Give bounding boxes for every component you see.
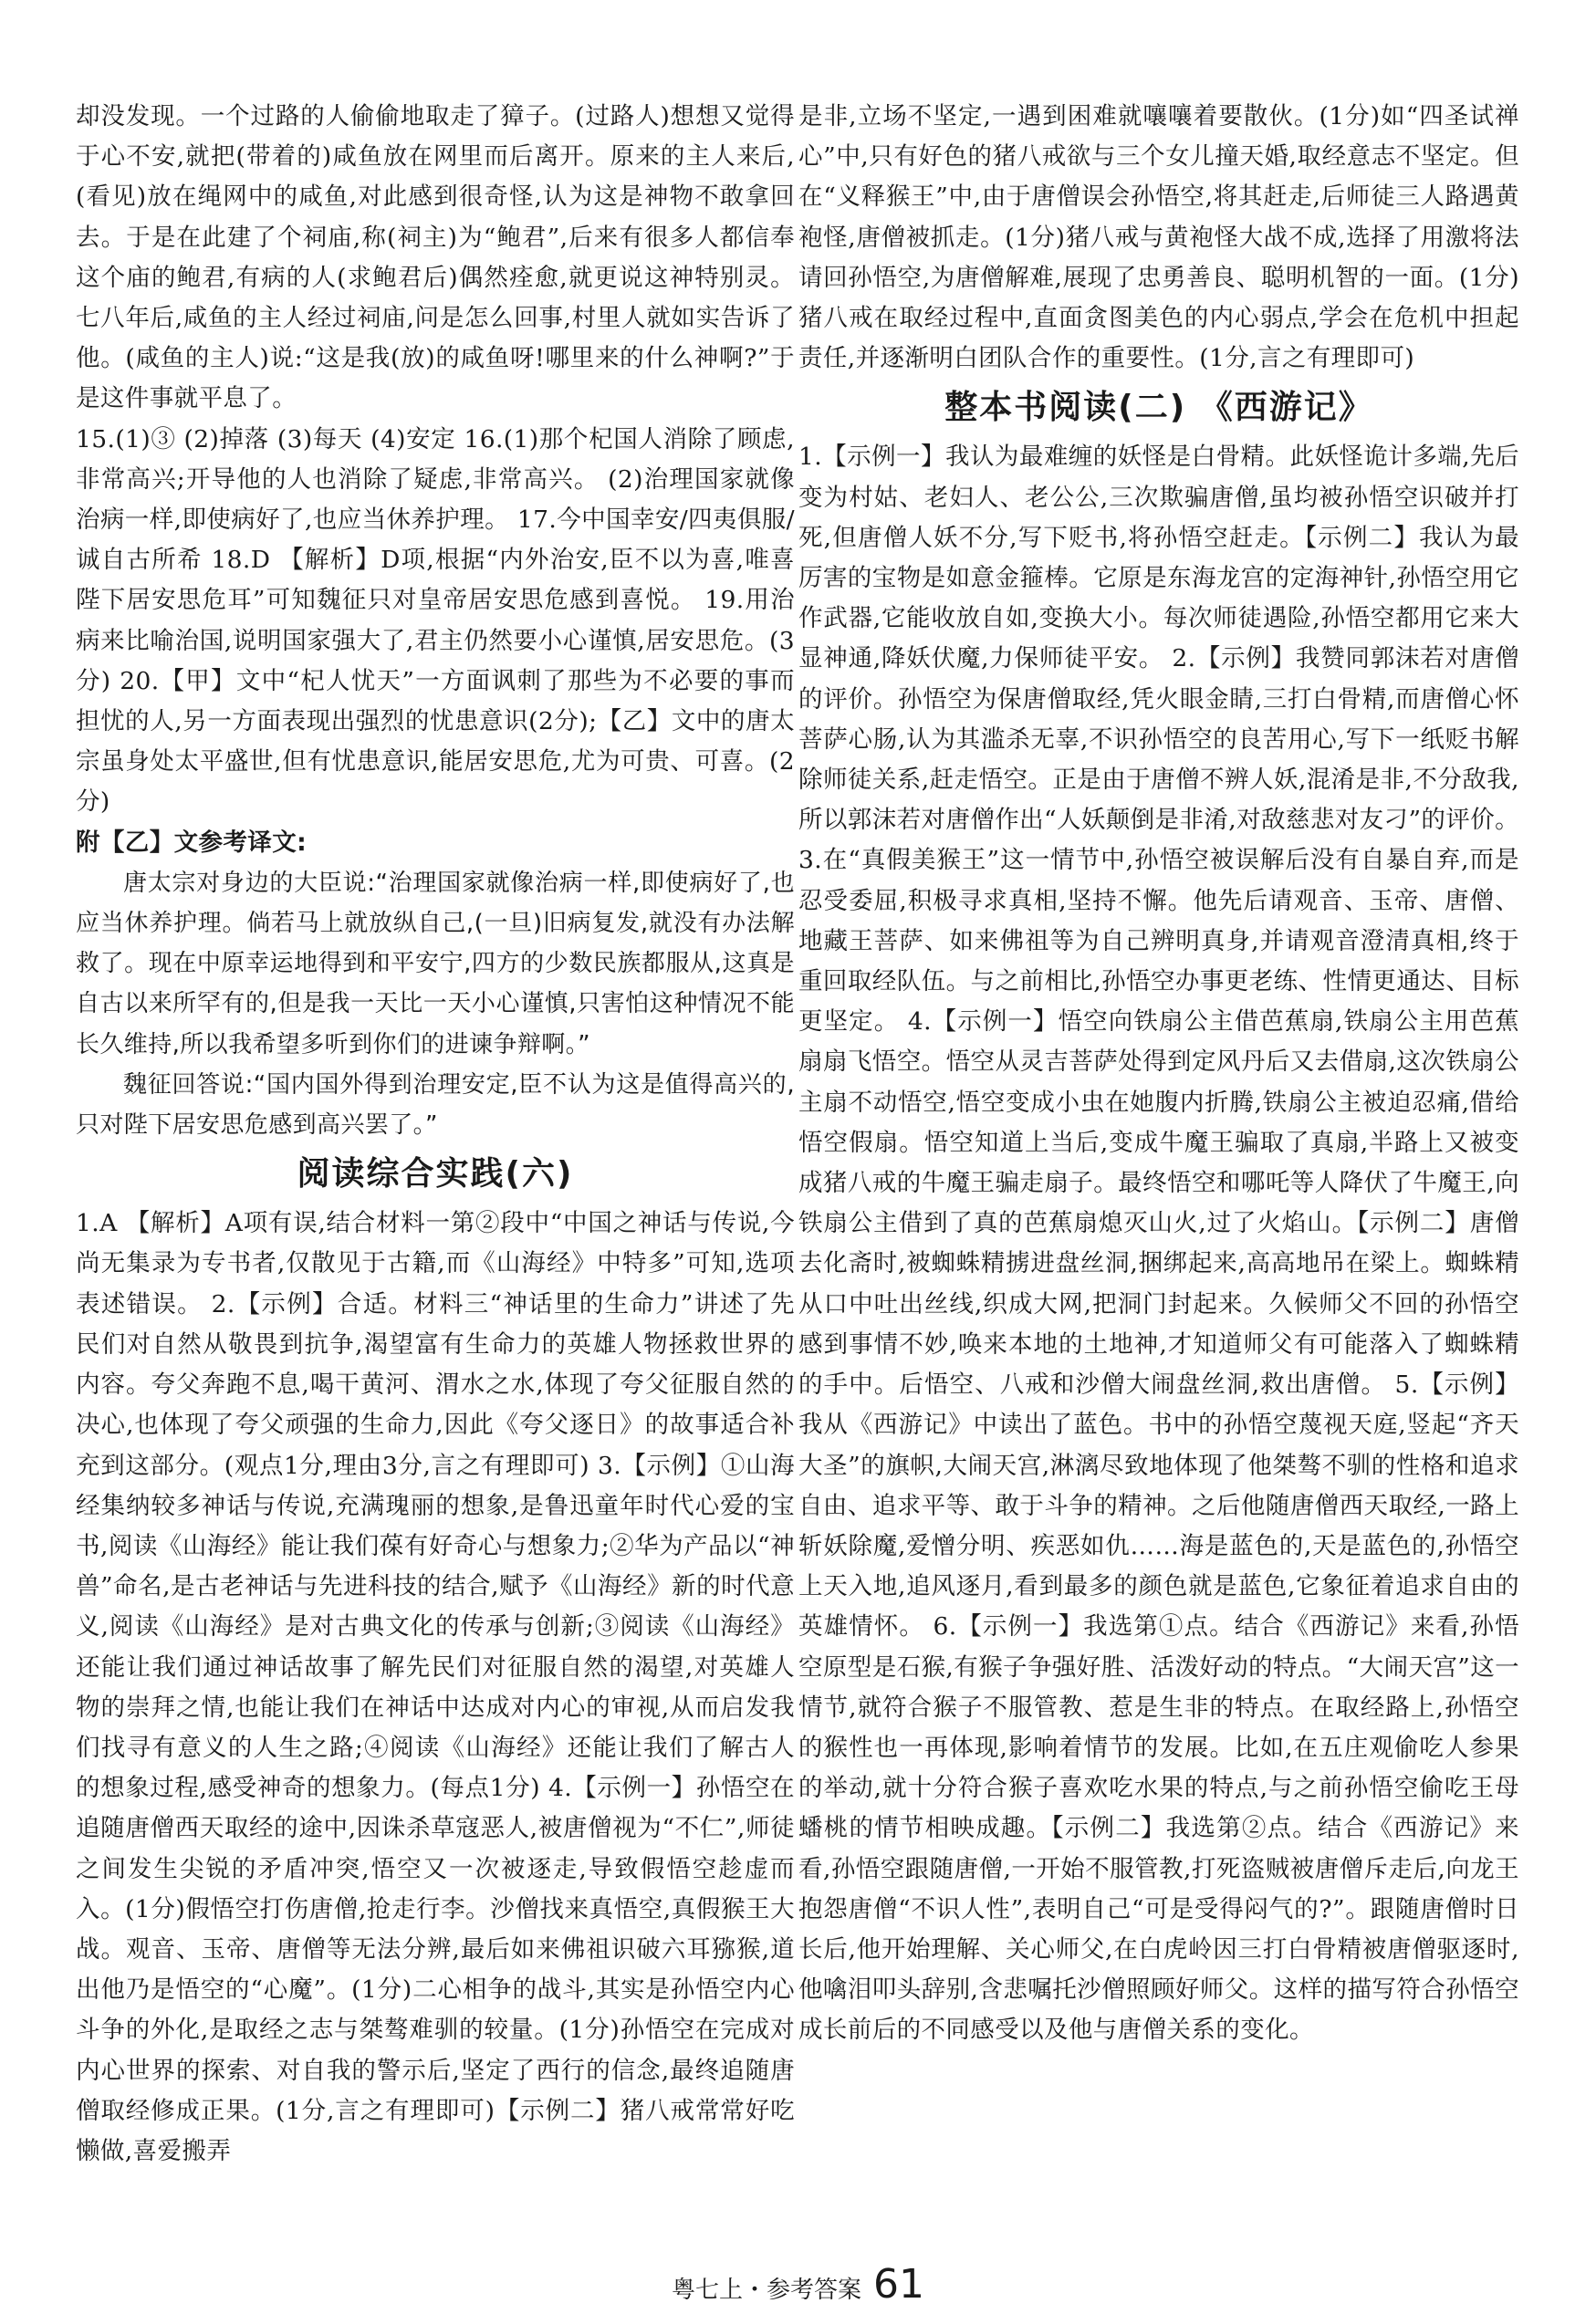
translation-subheading: 附【乙】文参考译文: (76, 828, 308, 857)
answer-text-journey-to-the-west: 1.【示例一】我认为最难缠的妖怪是白骨精。此妖怪诡计多端,先后变为村姑、老妇人、老公公,三次欺骗唐僧,虽均被孙悟空识破并打死,但唐僧人妖不分,写下贬书,将孙悟空赶走。【示例二】我认为最厉害的宝物是如意金箍棒。它原是东海龙宫的定海神针,孙悟空用它作武器,它能收放自如,变换大小。每次师徒遇险,孙悟空都用它来大显神通,降妖伏魔,力保师徒平安。 2.【示例】我赞同郭沫若对唐僧的评价。孙悟空为保唐僧取经,凭火眼金睛,三打白骨精,而唐僧心怀菩萨心肠,认为其滥杀无辜,不识孙悟空的良苦用心,写下一纸贬书解除师徒关系,赶走悟空。正是由于唐僧不辨人妖,混淆是非,不分敌我,所以郭沫若对唐僧作出“人妖颠倒是非淆,对敌慈悲对友刁”的评价。 3.在“真假美猴王”这一情节中,孙悟空被误解后没有自暴自弃,而是忍受委屈,积极寻求真相,坚持不懈。他先后请观音、玉帝、唐僧、地藏王菩萨、如来佛祖等为自己辨明真身,并请观音澄清真相,终于重回取经队伍。与之前相比,孙悟空办事更老练、性情更通达、目标更坚定。 4.【示例一】悟空向铁扇公主借芭蕉扇,铁扇公主用芭蕉扇扇飞悟空。悟空从灵吉菩萨处得到定风丹后又去借扇,这次铁扇公主扇不动悟空,悟空变成小虫在她腹内折腾,铁扇公主被迫忍痛,借给悟空假扇。悟空知道上当后,变成牛魔王骗取了真扇,半路上又被变成猪八戒的牛魔王骗走扇子。最终悟空和哪吒等人降伏了牛魔王,向铁扇公主借到了真的芭蕉扇熄灭山火,过了火焰山。【示例二】唐僧去化斋时,被蜘蛛精掳进盘丝洞,捆绑起来,高高地吊在梁上。蜘蛛精从口中吐出丝线,织成大网,把洞门封起来。久候师父不回的孙悟空感到事情不妙,唤来本地的土地神,才知道师父有可能落入了蜘蛛精的手中。后悟空、八戒和沙僧大闹盘丝洞,救出唐僧。 5.【示例】我从《西游记》中读出了蓝色。书中的孙悟空蔑视天庭,竖起“齐天大圣”的旗帜,大闹天宫,淋漓尽致地体现了他桀骜不驯的性格和追求自由、追求平等、敢于斗争的精神。之后他随唐僧西天取经,一路上斩妖除魔,爱憎分明、疾恶如仇……海是蓝色的,天是蓝色的,孙悟空上天入地,追风逐月,看到最多的颜色就是蓝色,它象征着追求自由的英雄情怀。 6.【示例一】我选第①点。结合《西游记》来看,孙悟空原型是石猴,有猴子争强好胜、活泼好动的特点。“大闹天宫”这一情节,就符合猴子不服管教、惹是生非的特点。在取经路上,孙悟空的猴性也一再体现,影响着情节的发展。比如,在五庄观偷吃人参果的举动,就十分符合猴子喜欢吃水果的特点,与之前孙悟空偷吃王母蟠桃的情节相映成趣。【示例二】我选第②点。结合《西游记》来看,孙悟空跟随唐僧,一开始不服管教,打死盗贼被唐僧斥走后,向龙王抱怨唐僧“不识人性”,表明自己“可是受得闷气的?”。跟随唐僧时日长后,他开始理解、关心师父,在白虎岭因三打白骨精被唐僧驱逐时,他噙泪叩头辞别,含悲嘱托沙僧照顾好师父。这样的描写符合孙悟空成长前后的不同感受以及他与唐僧关系的变化。 (798, 443, 1519, 2045)
section-title-whole-book-reading: 整本书阅读(二) 《西游记》 (944, 389, 1373, 427)
left-column (76, 97, 795, 2172)
section-title-reading-practice: 阅读综合实践(六) (297, 1155, 574, 1193)
translation-paragraph-1: 唐太宗对身边的大臣说:“治理国家就像治病一样,即使病好了,也应当休养护理。倘若马上就放纵自己,(一旦)旧病复发,就没有办法解救了。现在中原幸运地得到和平安宁,四方的少数民族都服从,这真是自古以来所罕有的,但是我一天比一天小心谨慎,只害怕这种情况不能长久维持,所以我希望多听到你们的进谏争辩啊。” (76, 869, 795, 1058)
answer-text-translation-continued: 却没发现。一个过路的人偷偷地取走了獐子。(过路人)想想又觉得于心不安,就把(带着的)咸鱼放在网里而后离开。原来的主人来后,(看见)放在绳网中的咸鱼,对此感到很奇怪,认为这是神物不敢拿回去。于是在此建了个祠庙,称(祠主)为“鲍君”,后来有很多人都信奉这个庙的鲍君,有病的人(求鲍君后)偶然痊愈,就更说这神特别灵。七八年后,咸鱼的主人经过祠庙,问是怎么回事,村里人就如实告诉了他。(咸鱼的主人)说:“这是我(放)的咸鱼呀!哪里来的什么神啊?”于是这件事就平息了。 (76, 102, 795, 413)
answer-text-questions-15-20: 15.(1)③ (2)掉落 (3)每天 (4)安定 16.(1)那个杞国人消除了顾虑,非常高兴;开导他的人也消除了疑虑,非常高兴。 (2)治理国家就像治病一样,即使病好了,也应当休养护理。 17.今中国幸安/四夷俱服/诚自古所希 18.D 【解析】D项,根据“内外治安,臣不以为喜,唯喜陛下居安思危耳”可知魏征只对皇帝居安思危感到喜悦。 19.用治病来比喻治国,说明国家强大了,君主仍然要小心谨慎,居安思危。(3分) 20.【甲】文中“杞人忧天”一方面讽刺了那些为不必要的事而担忧的人,另一方面表现出强烈的忧患意识(2分);【乙】文中的唐太宗虽身处太平盛世,但有忧患意识,能居安思危,尤为可贵、可喜。(2分) (76, 424, 795, 817)
answer-text-reading-practice: 1.A 【解析】A项有误,结合材料一第②段中“中国之神话与传说,今尚无集录为专书者,仅散见于古籍,而《山海经》中特多”可知,选项表述错误。 2.【示例】合适。材料三“神话里的生命力”讲述了先民们对自然从敬畏到抗争,渴望富有生命力的英雄人物拯救世界的内容。夸父奔跑不息,喝干黄河、渭水之水,体现了夸父征服自然的决心,也体现了夸父顽强的生命力,因此《夸父逐日》的故事适合补充到这部分。(观点1分,理由3分,言之有理即可) 3.【示例】①山海经集纳较多神话与传说,充满瑰丽的想象,是鲁迅童年时代心爱的宝书,阅读《山海经》能让我们葆有好奇心与想象力;②华为产品以“神兽”命名,是古老神话与先进科技的结合,赋予《山海经》新的时代意义,阅读《山海经》是对古典文化的传承与创新;③阅读《山海经》还能让我们通过神话故事了解先民们对征服自然的渴望,对英雄人物的崇拜之情,也能让我们在神话中达成对内心的审视,从而启发我们找寻有意义的人生之路;④阅读《山海经》还能让我们了解古人的想象过程,感受神奇的想象力。(每点1分) 4.【示例一】孙悟空在追随唐僧西天取经的途中,因诛杀草寇恶人,被唐僧视为“不仁”,师徒之间发生尖锐的矛盾冲突,悟空又一次被逐走,导致假悟空趁虚而入。(1分)假悟空打伤唐僧,抢走行李。沙僧找来真悟空,真假猴王大战。观音、玉帝、唐僧等无法分辨,最后如来佛祖识破六耳猕猴,道出他乃是悟空的“心魔”。(1分)二心相争的战斗,其实是孙悟空内心斗争的外化,是取经之志与桀骜难驯的较量。(1分)孙悟空在完成对内心世界的探索、对自我的警示后,坚定了西行的信念,最终追随唐僧取经修成正果。(1分,言之有理即可)【示例二】猪八戒常常好吃懒做,喜爱搬弄 (76, 1209, 795, 2165)
page-footer (0, 2261, 1596, 2308)
answer-text-continued: 是非,立场不坚定,一遇到困难就嚷嚷着要散伙。(1分)如“四圣试禅心”中,只有好色的猪八戒欲与三个女儿撞天婚,取经意志不坚定。但在“义释猴王”中,由于唐僧误会孙悟空,将其赶走,后师徒三人路遇黄袍怪,唐僧被抓走。(1分)猪八戒与黄袍怪大战不成,选择了用激将法请回孙悟空,为唐僧解难,展现了忠勇善良、聪明机智的一面。(1分)猪八戒在取经过程中,直面贪图美色的内心弱点,学会在危机中担起责任,并逐渐明白团队合作的重要性。(1分,言之有理即可) (798, 102, 1519, 373)
footer-label: 粤七上・参考答案 (671, 2277, 861, 2304)
translation-paragraph-2: 魏征回答说:“国内国外得到治理安定,臣不认为这是值得高兴的,只对陛下居安思危感到高兴罢了。” (76, 1070, 795, 1140)
right-column (798, 97, 1519, 2051)
page-number: 61 (873, 2261, 925, 2308)
